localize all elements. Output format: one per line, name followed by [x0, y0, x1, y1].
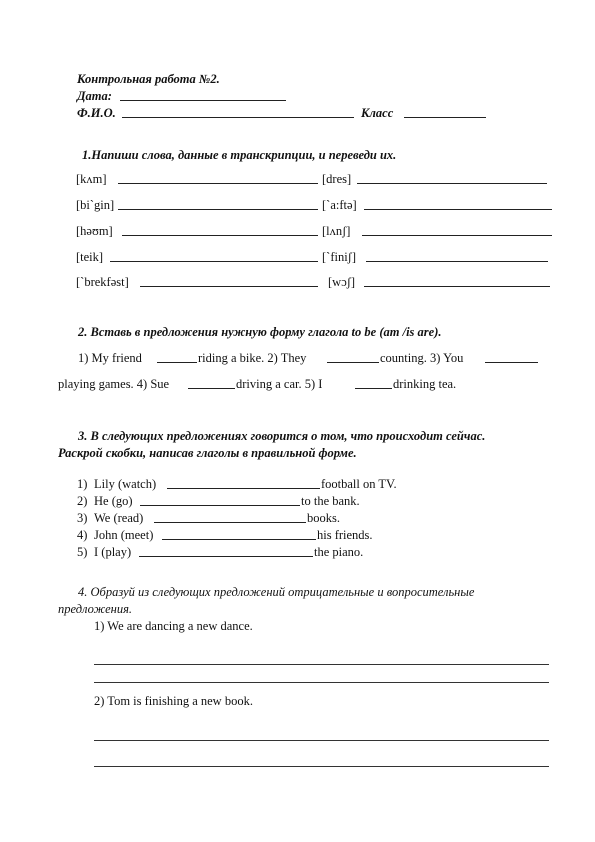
item-prompt: John (meet): [94, 528, 154, 542]
item-ending: his friends.: [317, 528, 373, 542]
answer-field[interactable]: [110, 261, 318, 262]
answer-field[interactable]: [364, 286, 550, 287]
answer-field[interactable]: [357, 183, 547, 184]
name-label: Ф.И.О.: [77, 106, 116, 120]
task3-instruction: Раскрой скобки, написав глаголы в правильной форме.: [58, 446, 357, 460]
item-number: 3): [77, 511, 88, 525]
task4-sentence: 2) Tom is finishing a new book.: [94, 694, 253, 708]
writing-line[interactable]: [94, 664, 549, 665]
answer-field[interactable]: [140, 286, 318, 287]
task2-text: playing games. 4) Sue: [58, 377, 170, 391]
transcription-word: [ˋbrekfəst]: [76, 275, 129, 289]
item-number: 2): [77, 494, 88, 508]
item-prompt: He (go): [94, 494, 133, 508]
writing-line[interactable]: [94, 682, 549, 683]
task2-text: counting. 3) You: [380, 351, 464, 365]
task2-text: drinking tea.: [393, 377, 457, 391]
task4-instruction: 4. Образуй из следующих предложений отрицательные и вопросительные: [78, 585, 475, 599]
name-field[interactable]: [122, 117, 354, 118]
item-prompt: I (play): [94, 545, 132, 559]
answer-field[interactable]: [139, 556, 313, 557]
date-label: Дата:: [77, 89, 112, 103]
transcription-word: [kʌm]: [76, 172, 107, 186]
answer-field[interactable]: [366, 261, 548, 262]
item-prompt: Lily (watch): [94, 477, 157, 491]
blank-field[interactable]: [485, 362, 538, 363]
transcription-word: [wɔʃ]: [328, 275, 356, 289]
item-prompt: We (read): [94, 511, 144, 525]
date-field[interactable]: [120, 100, 286, 101]
item-ending: the piano.: [314, 545, 364, 559]
blank-field[interactable]: [157, 362, 197, 363]
item-ending: books.: [307, 511, 340, 525]
worksheet-title: Контрольная работа №2.: [77, 72, 220, 86]
class-label: Класс: [361, 106, 394, 120]
item-ending: football on TV.: [321, 477, 397, 491]
task2-text: driving a car. 5) I: [236, 377, 323, 391]
blank-field[interactable]: [327, 362, 379, 363]
answer-field[interactable]: [364, 209, 552, 210]
task1-instruction: 1.Напиши слова, данные в транскрипции, и переведи их.: [82, 148, 397, 162]
blank-field[interactable]: [355, 388, 392, 389]
answer-field[interactable]: [140, 505, 300, 506]
item-number: 1): [77, 477, 88, 491]
item-ending: to the bank.: [301, 494, 360, 508]
answer-field[interactable]: [118, 209, 318, 210]
transcription-word: [ˋfiniʃ]: [322, 250, 357, 264]
item-number: 4): [77, 528, 88, 542]
transcription-word: [teik]: [76, 250, 104, 264]
answer-field[interactable]: [154, 522, 306, 523]
task4-sentence: 1) We are dancing a new dance.: [94, 619, 253, 633]
task2-text: 1) My friend: [78, 351, 142, 365]
task2-instruction: 2. Вставь в предложения нужную форму глагола to be (am /is are).: [78, 325, 442, 339]
task4-instruction: предложения.: [58, 602, 132, 616]
class-field[interactable]: [404, 117, 486, 118]
answer-field[interactable]: [118, 183, 318, 184]
answer-field[interactable]: [122, 235, 318, 236]
transcription-word: [biˋgin]: [76, 198, 115, 212]
item-number: 5): [77, 545, 88, 559]
blank-field[interactable]: [188, 388, 235, 389]
transcription-word: [həʊm]: [76, 224, 113, 238]
task3-instruction: 3. В следующих предложениях говорится о том, что происходит сейчас.: [78, 429, 486, 443]
answer-field[interactable]: [162, 539, 316, 540]
transcription-word: [dres]: [322, 172, 352, 186]
transcription-word: [lʌnʃ]: [322, 224, 351, 238]
writing-line[interactable]: [94, 766, 549, 767]
writing-line[interactable]: [94, 740, 549, 741]
task2-text: riding a bike. 2) They: [198, 351, 307, 365]
answer-field[interactable]: [167, 488, 320, 489]
answer-field[interactable]: [362, 235, 552, 236]
transcription-word: [ˋa:ftə]: [322, 198, 357, 212]
